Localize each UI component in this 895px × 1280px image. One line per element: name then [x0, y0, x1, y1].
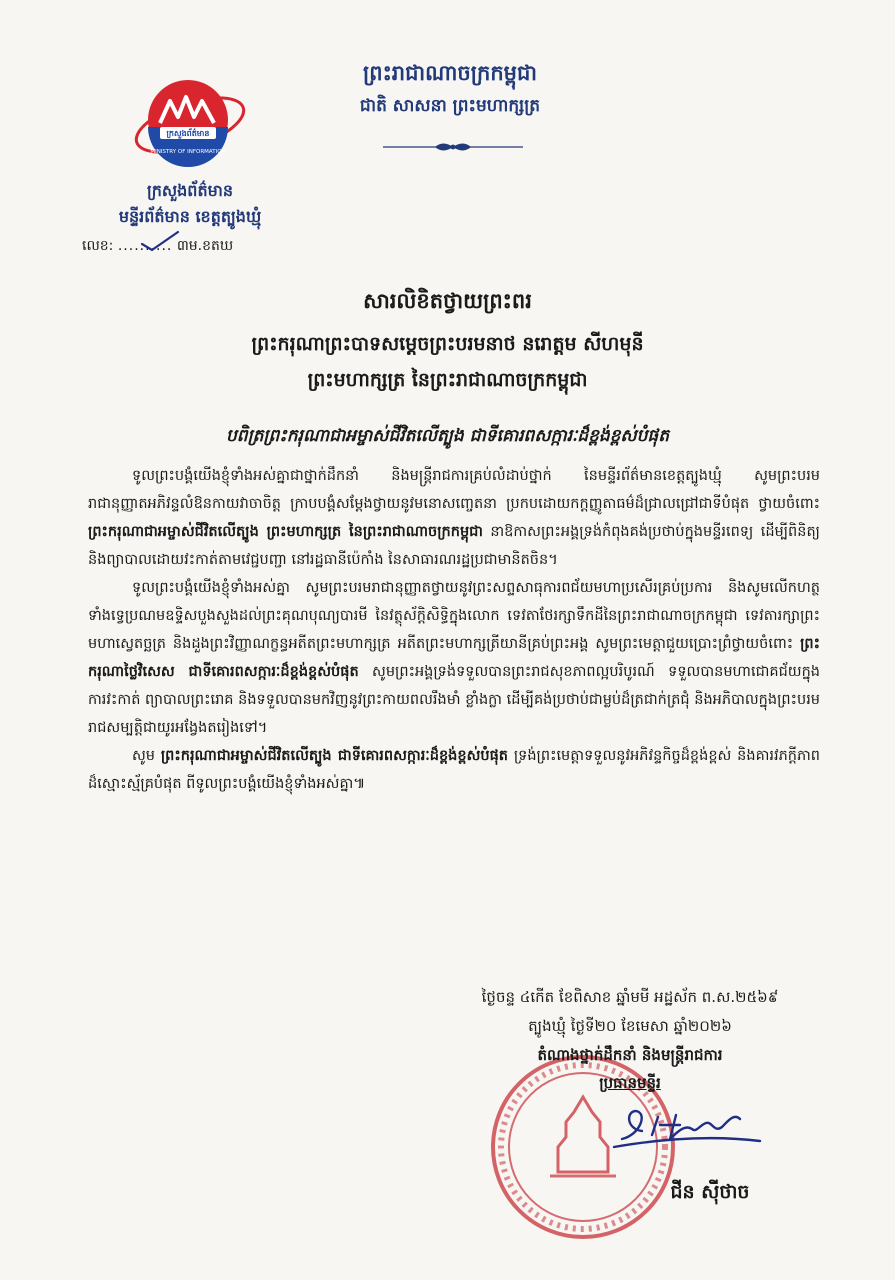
reference-label: លេខ:: [82, 238, 114, 254]
recipient-line-1: ព្រះករុណាព្រះបាទសម្តេចព្រះបរមនាថ នរោត្តម សីហមុនី: [251, 333, 644, 355]
paragraph-1: ទូលព្រះបង្គំយើងខ្ញុំទាំងអស់គ្នាជាថ្នាក់ដឹកនាំ និងមន្ត្រីរាជការគ្រប់លំដាប់ថ្នាក់ នៃមន្ទីរព័ត៌មានខេត្តត្បូងឃ្មុំ សូមព្រះបរមរាជានុញ្ញាតអភិវន្ទលំឱនកាយវាចាចិត្ត ក្រាបបង្គំសម្តែងថ្វាយនូវមនោសញ្ចេតនា ប្រកបដោយកក្តញ្ញូតាធម៌ដ៏ជ្រាលជ្រៅជាទីបំផុត ថ្វាយចំពោះ ព្រះករុណាជាអម្ចាស់ជីវិតលើត្បូង ព្រះមហាក្សត្រ នៃព្រះរាជាណាចក្រកម្ពុជា នាឱកាសព្រះអង្គទ្រង់កំពុងគង់ប្រថាប់ក្នុងមន្ទីរពេទ្យ ដើម្បីពិនិត្យនិងព្យាបាលដោយវះកាត់តាមវេជ្ជបញ្ជា នៅរដ្ឋធានីប៉េកាំង នៃសាធារណរដ្ឋប្រជាមានិតចិន។: [88, 468, 820, 568]
reference-code: ៣ម.ខតឃ: [176, 238, 234, 254]
svg-text:ក្រសួងព័ត៌មាន: ក្រសួងព័ត៌មាន: [166, 129, 210, 138]
letter-body: [88, 462, 820, 798]
ornament-divider-icon: [383, 140, 523, 154]
emphasis-text: ព្រះករុណាថ្លៃវិសេស ជាទីគោរពសក្ការៈដ៏ខ្ពង់ខ្ពស់បំផុត: [88, 636, 820, 680]
ministry-name: ក្រសួងព័ត៌មាន: [146, 181, 233, 200]
signatory-role: ប្រធានមន្ទីរ: [599, 1074, 661, 1092]
signatory-title: តំណាងថ្នាក់ដឹកនាំ និងមន្ត្រីរាជការ: [537, 1046, 723, 1064]
salutation: បពិត្រព្រះករុណាជាអម្ចាស់ជីវិតលើត្បូង ជាទីគោរពសក្ការៈដ៏ខ្ពង់ខ្ពស់បំផុត: [226, 426, 669, 446]
svg-text:MINISTRY OF INFORMATION: MINISTRY OF INFORMATION: [150, 149, 226, 155]
department-name: មន្ទីរព័ត៌មាន ខេត្តត្បូងឃ្មុំ: [118, 207, 262, 226]
emphasis-text: ព្រះករុណាជាអម្ចាស់ជីវិតលើត្បូង ព្រះមហាក្សត្រ នៃព្រះរាជាណាចក្រកម្ពុជា: [88, 524, 483, 540]
recipient-line-2: ព្រះមហាក្សត្រ នៃព្រះរាជាណាចក្រកម្ពុជា: [307, 369, 588, 391]
reference-dots: ..........: [117, 238, 173, 254]
paragraph-2: ទូលព្រះបង្គំយើងខ្ញុំទាំងអស់គ្នា សូមព្រះបរមរាជានុញ្ញាតថ្វាយនូវព្រះសព្ទសាធុការពជ័យមហាប្រសើរគ្រប់ប្រការ និងសូមលើកហត្ថទាំងទ្វេប្រណមឧទ្ទិសបួងសួងដល់ព្រះគុណបុណ្យបារមី នៃវត្ថុស័ក្តិសិទ្ធិក្នុងលោក ទេវតាថែរក្សាទឹកដីនៃព្រះរាជាណាចក្រកម្ពុជា ទេវតារក្សាព្រះមហាស្វេតច្ឆត្រ និងដួងព្រះវិញ្ញាណក្ខន្ធអតីតព្រះមហាក្សត្រ អតីតព្រះមហាក្សត្រីយានីគ្រប់ព្រះអង្គ សូមព្រះមេត្តាជួយប្រោះព្រំថ្វាយចំពោះ ព្រះករុណាថ្លៃវិសេស ជាទីគោរពសក្ការៈដ៏ខ្ពង់ខ្ពស់បំផុត សូមព្រះអង្គទ្រង់ទទួលបានព្រះរាជសុខភាពល្អបរិបូរណ៍ ទទួលបានមហាជោគជ័យក្នុងការវះកាត់ ព្យាបាលព្រះរោគ និងទទួលបានមកវិញនូវព្រះកាយពលរឹងមាំ ខ្លាំងក្លា ដើម្បីគង់ប្រថាប់ជាម្លប់ដ៏ត្រជាក់ត្រជុំ និងអភិបាលក្នុងព្រះបរមរាជសម្បត្តិជាយូរអង្វែងតរៀងទៅ។: [88, 580, 820, 736]
emphasis-text: ព្រះករុណាជាអម្ចាស់ជីវិតលើត្បូង ជាទីគោរពសក្ការៈដ៏ខ្ពង់ខ្ពស់បំផុត: [160, 748, 508, 764]
solar-date: ត្បូងឃ្មុំ ថ្ងៃទី២០ ខែមេសា ឆ្នាំ២០២៦: [528, 1017, 732, 1035]
kingdom-heading: ព្រះរាជាណាចក្រកម្ពុជា: [362, 61, 537, 85]
reference-number: [82, 236, 322, 257]
paragraph-3: សូម ព្រះករុណាជាអម្ចាស់ជីវិតលើត្បូង ជាទីគោរពសក្ការៈដ៏ខ្ពង់ខ្ពស់បំផុត ទ្រង់ព្រះមេត្តាទទួលនូវអភិវន្ទកិច្ចដ៏ខ្ពង់ខ្ពស់ និងគារវភក្តីភាពដ៏ស្មោះស្ម័គ្របំផុត ពីទូលព្រះបង្គំយើងខ្ញុំទាំងអស់គ្នា៕: [88, 748, 821, 792]
handwritten-signature-icon: [600, 1095, 770, 1155]
ministry-logo-icon: [130, 75, 250, 175]
national-motto: ជាតិ សាសនា ព្រះមហាក្សត្រ: [359, 96, 541, 116]
handwritten-checkmark-icon: [140, 230, 180, 252]
letter-title: សារលិខិតថ្វាយព្រះពរ: [363, 289, 532, 313]
signer-name: ជីន ស៊ីថាច: [670, 1181, 750, 1203]
lunar-date: ថ្ងៃចន្ទ ៤កើត ខែពិសាខ ឆ្នាំមមី អដ្ឋស័ក ព.ស.២៥៦៩: [481, 988, 779, 1006]
